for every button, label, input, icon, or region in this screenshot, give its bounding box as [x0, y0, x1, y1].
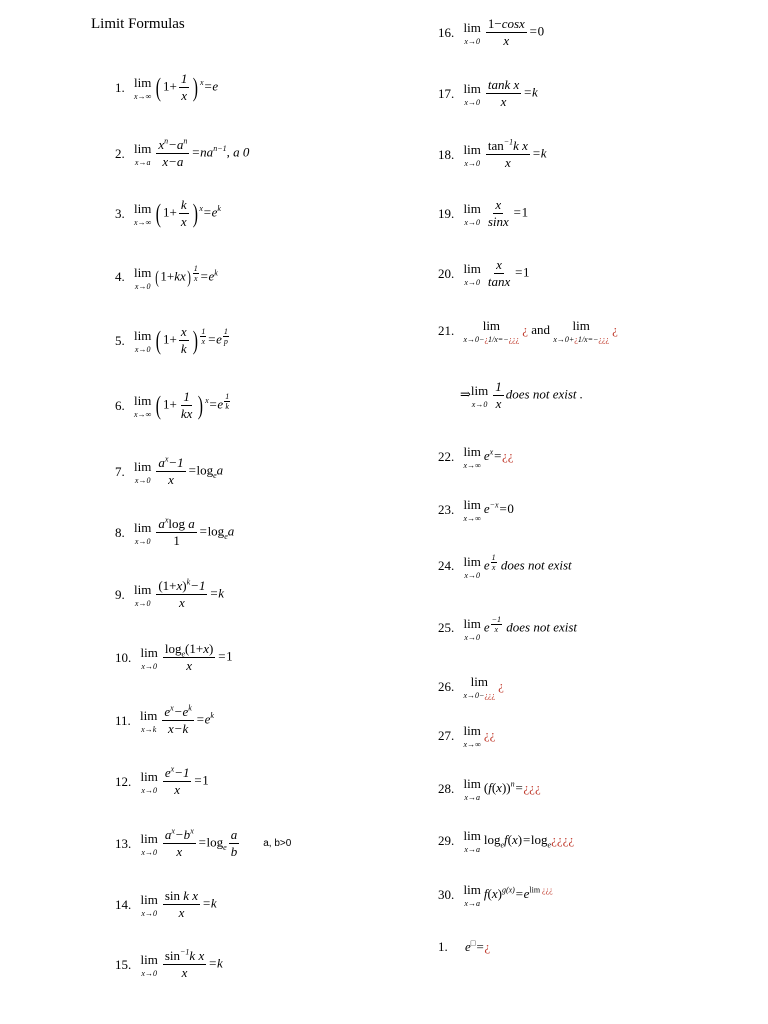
- formula-21-conclusion: ⇒ lim x→0 $\frac{1}{x}$ does not exist .: [460, 379, 584, 411]
- formula-3: 3. lim x→∞ ( 1+ $\frac{k}{x}$ ) $^x=e^k$: [115, 197, 221, 229]
- page-title: Limit Formulas: [91, 16, 185, 32]
- formula-18: 18. lim x→0 $\frac{\tan^{-1}k x}{x}$ =k: [438, 137, 547, 170]
- formula-10: 10. lim x→0 $\frac{\log_e(1+x)}{x}$ =1: [115, 641, 233, 673]
- formula-11: 11. lim x→k $\frac{e^x-e^k}{x-k}$ $=e^k$: [115, 703, 214, 736]
- formula-15: 15. lim x→0 $\frac{\sin^{-1}k x}{x}$ =k: [115, 947, 223, 980]
- formula-29: 29. lim x→a $\log_ef(x)=\log_e¿¿¿¿$: [438, 828, 575, 854]
- formula-7: 7. lim x→0 $\frac{a^x-1}{x}$ $=\log_ea$: [115, 454, 224, 487]
- formula-17: 17. lim x→0 $\frac{\text{tank x}}{x}$ =k: [438, 77, 538, 109]
- formula-25: 25. lim x→0 e $^{\frac{-1}{x}}$ does not exist: [438, 615, 578, 642]
- formula-5: 5. lim x→0 ( 1+ $\frac{x}{k}$ ) $^{\frac{1}{x}}$ =e $^{\frac{1}{p}}$: [115, 324, 228, 356]
- formula-27: 27. lim x→∞ ¿¿: [438, 723, 496, 749]
- formula-4: 4. lim x→0 (1+kx) $^{\frac{1}{x}}$ $=e^k$: [115, 264, 218, 291]
- formula-22: 22. lim x→∞ $e^x=¿¿$: [438, 444, 514, 470]
- formula-20: 20. lim x→0 $\frac{x}{\tan x}$ =1: [438, 257, 530, 289]
- formula-21: 21. lim x→0−¿1/x=−¿¿¿ ¿ and lim x→0+¿1/x=−¿¿¿ ¿: [438, 318, 618, 344]
- formula-9: 9. lim x→0 $\frac{(1+x)^k-1}{x}$ =k: [115, 577, 225, 610]
- formula-8: 8. lim x→0 $\frac{a^x\log a}{1}$ $=\log_ea$: [115, 515, 235, 548]
- formula-13: 13. lim x→0 $\frac{a^x-b^x}{x}$ $=\log_e$ $\frac{a}{b}$ a, b>0: [115, 826, 292, 859]
- formula-26: 26. lim x→0−¿¿¿ ¿: [438, 674, 504, 700]
- formula-16: 16. lim x→0 $\frac{1-\cos x}{x}$ =0: [438, 16, 545, 48]
- formula-23: 23. lim x→∞ $e^{-x}=0$: [438, 497, 514, 523]
- formula-2: 2. lim x→a $\frac{x^n-a^n}{x-a}$ $=na^{n-1}$, a 0: [115, 136, 250, 169]
- formula-6: 6. lim x→∞ ( 1+ $\frac{1}{kx}$ ) $^x$=e $^{\frac{1}{k}}$: [115, 389, 230, 421]
- formula-19: 19. lim x→0 $\frac{x}{\sin x}$ =1: [438, 197, 529, 229]
- formula-14: 14. lim x→0 $\frac{\text{sin k x}}{x}$ =k: [115, 888, 217, 920]
- formula-31: 1. e□=¿: [438, 938, 491, 955]
- formula-30: 30. lim x→a $f(x)^{g(x)}=e^{lim ¿¿¿}$: [438, 882, 553, 908]
- formula-28: 28. lim x→a $(f(x))^n=¿¿¿$: [438, 776, 541, 802]
- formula-12: 12. lim x→0 $\frac{e^x-1}{x}$ =1: [115, 764, 209, 797]
- formula-24: 24. lim x→0 e $^{\frac{1}{x}}$ does not exist: [438, 553, 572, 580]
- formula-1: 1. lim x→∞ ( 1+ $\frac{1}{x}$ ) $^x$=e: [115, 71, 219, 103]
